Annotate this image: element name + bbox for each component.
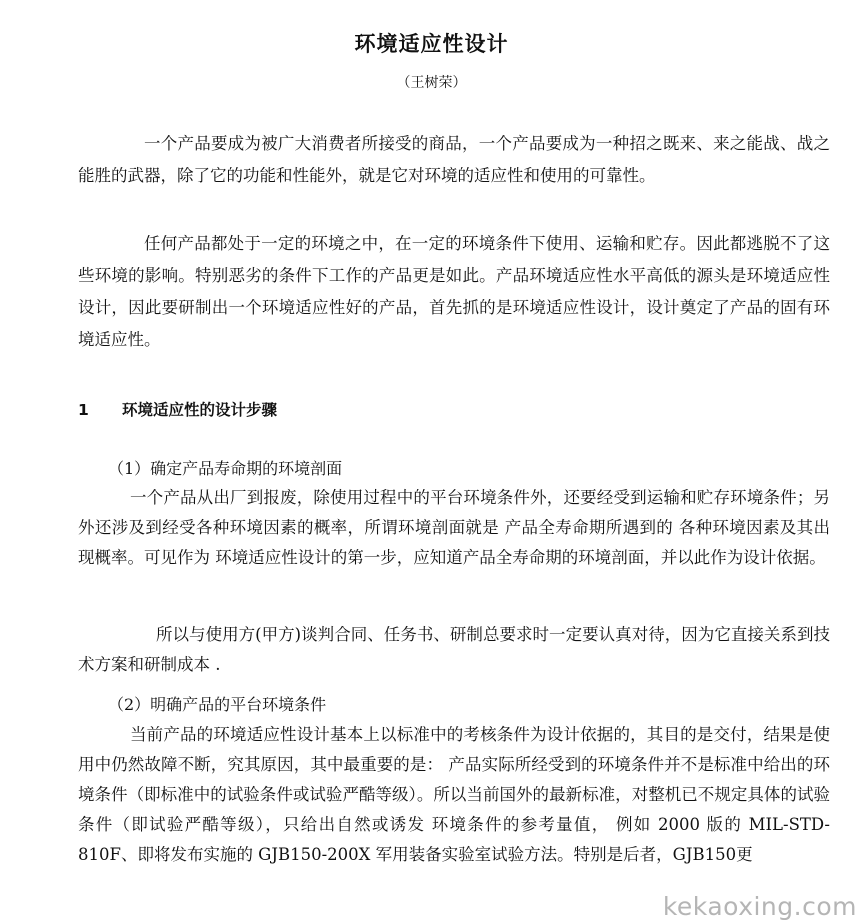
intro-paragraph-1: 一个产品要成为被广大消费者所接受的商品，一个产品要成为一种招之既来、来之能战、战之能胜的武器，除了它的功能和性能外，就是它对环境的适应性和使用的可靠性。 [78,134,830,185]
subsection-heading-2: （2）明确产品的平台环境条件 [108,695,327,714]
document-title: 环境适应性设计 [354,32,509,56]
intro-paragraph-2: 任何产品都处于一定的环境之中，在一定的环境条件下使用、运输和贮存。因此都逃脱不了这些环境的影响。特别恶劣的条件下工作的产品更是如此。产品环境适应性水平高低的源头是环境适应性设计，因此要研制出一个环境适应性好的产品，首先抓的是环境适应性设计，设计奠定了产品的固有环境适应性。 [78,234,830,349]
section-title: 环境适应性的设计步骤 [122,401,278,419]
section-number: 1 [78,401,89,419]
subsection-1-paragraph-1: 一个产品从出厂到报废，除使用过程中的平台环境条件外，还要经受到运输和贮存环境条件；另外还涉及到经受各种环境因素的概率，所谓环境剖面就是 产品全寿命期所遇到的 各种环境因素及其出现概率。可见作为 环境适应性设计的第一步，应知道产品全寿命期的环境剖面，并以此作为设计依据。 [78,488,830,567]
watermark: kekaoxing.com [662,892,857,921]
subsection-2-paragraph-1: 当前产品的环境适应性设计基本上以标准中的考核条件为设计依据的，其目的是交付，结果是使用中仍然故障不断，究其原因，其中最重要的是： 产品实际所经受到的环境条件并不是标准中给出的环境条件（即标准中的试验条件或试验严酷等级）。所以当前国外的最新标准，对整机已不规定具体的试验条件（即试验严酷等级），只给出自然或诱发 环境条件的参考量值， 例如 2000 版的 MIL-STD-810F、即将发布实施的 GJB150-200X 军用装备实验室试验方法。特别是后者，GJB150更 [78,725,830,864]
subsection-heading-1: （1）确定产品寿命期的环境剖面 [108,459,343,478]
document-author: （王树荣） [396,75,467,91]
section-heading [78,398,277,420]
subsection-1-paragraph-2: 所以与使用方(甲方)谈判合同、任务书、研制总要求时一定要认真对待，因为它直接关系到技术方案和研制成本 . [78,625,830,674]
